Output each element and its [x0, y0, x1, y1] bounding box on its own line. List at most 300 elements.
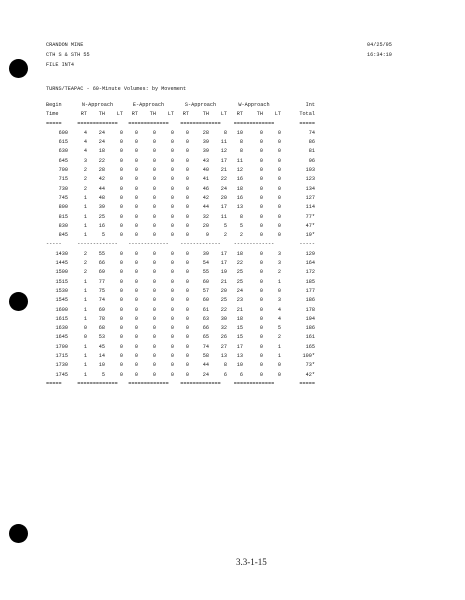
volume-cell: 65 [202, 334, 209, 341]
volume-cell: 0 [277, 222, 281, 229]
volume-cell: 0 [259, 222, 263, 229]
volume-cell: 0 [152, 269, 156, 276]
volume-cell: 0 [277, 167, 281, 174]
volume-cell: 0 [134, 185, 138, 192]
volume-cell: 0 [259, 334, 263, 341]
volume-cell: 0 [170, 353, 174, 360]
total-cell: 185 [305, 278, 315, 285]
volume-cell: 2 [83, 269, 87, 276]
dash-row [46, 240, 315, 249]
volume-cell: 0 [119, 157, 123, 164]
volume-cell: 0 [152, 278, 156, 285]
table-row [46, 231, 315, 240]
volume-cell: 0 [259, 213, 263, 220]
volume-cell: 18 [236, 315, 243, 322]
volume-cell: 0 [259, 167, 263, 174]
volume-cell: 0 [152, 297, 156, 304]
volume-cell: 0 [277, 176, 281, 183]
volume-cell: 0 [259, 306, 263, 313]
volume-cell: 3 [83, 157, 87, 164]
volume-cell: 0 [170, 278, 174, 285]
time-cell: 700 [58, 167, 68, 174]
volume-table [46, 101, 315, 389]
table-row [46, 213, 315, 222]
volume-cell: 0 [134, 250, 138, 257]
volume-cell: 16 [236, 194, 243, 201]
volume-cell: 0 [170, 176, 174, 183]
volume-cell: 0 [152, 157, 156, 164]
volume-cell: 44 [202, 204, 209, 211]
volume-cell: 0 [134, 334, 138, 341]
volume-cell: 0 [185, 325, 189, 332]
total-cell: 165 [305, 343, 315, 350]
volume-cell: 28 [98, 167, 105, 174]
volume-cell: 0 [119, 213, 123, 220]
volume-cell: 30 [220, 315, 227, 322]
rule-row-bottom [46, 380, 315, 389]
volume-cell: 3 [277, 260, 281, 267]
volume-cell: 0 [277, 213, 281, 220]
volume-cell: 0 [134, 129, 138, 136]
table-row [46, 343, 315, 352]
dash-total: ----- [299, 241, 315, 248]
volume-cell: 0 [277, 371, 281, 378]
volume-cell: 44 [202, 362, 209, 369]
binder-hole-top [9, 59, 28, 78]
dash-north: ------------- [77, 241, 118, 248]
volume-cell: 2 [83, 167, 87, 174]
volume-cell: 1 [83, 222, 87, 229]
table-row [46, 361, 315, 370]
volume-cell: 0 [134, 176, 138, 183]
volume-cell: 0 [119, 222, 123, 229]
volume-cell: 58 [202, 353, 209, 360]
volume-cell: 0 [134, 353, 138, 360]
volume-cell: 0 [277, 232, 281, 239]
total-cell: 186 [305, 297, 315, 304]
col-e-rt: RT [131, 111, 138, 118]
time-cell: 615 [58, 139, 68, 146]
volume-cell: 0 [134, 325, 138, 332]
volume-cell: 0 [259, 362, 263, 369]
rule-west: ============= [233, 120, 275, 127]
volume-cell: 48 [98, 194, 105, 201]
total-cell: 77* [305, 213, 315, 220]
total-cell: 86 [308, 139, 315, 146]
volume-cell: 0 [119, 232, 123, 239]
volume-cell: 0 [152, 306, 156, 313]
volume-cell: 1 [83, 306, 87, 313]
report-title: TURNS/TEAPAC - 60-Minute Volumes: by Movement [46, 86, 187, 92]
volume-cell: 0 [119, 353, 123, 360]
total-cell: 194 [305, 315, 315, 322]
volume-cell: 0 [185, 287, 189, 294]
volume-cell: 0 [277, 157, 281, 164]
volume-cell: 0 [119, 269, 123, 276]
volume-cell: 1 [83, 343, 87, 350]
volume-cell: 0 [259, 148, 263, 155]
table-row [46, 315, 315, 324]
table-row [46, 278, 315, 287]
volume-cell: 3 [277, 250, 281, 257]
volume-cell: 0 [152, 222, 156, 229]
volume-cell: 22 [236, 260, 243, 267]
volume-cell: 0 [152, 129, 156, 136]
volume-cell: 39 [202, 250, 209, 257]
volume-cell: 0 [152, 213, 156, 220]
rule-time: ===== [46, 120, 62, 127]
table-row [46, 333, 315, 342]
volume-cell: 0 [134, 269, 138, 276]
rule-total: ===== [299, 120, 315, 127]
volume-cell: 0 [152, 232, 156, 239]
group-header-row [46, 101, 315, 110]
volume-cell: 1 [83, 371, 87, 378]
volume-cell: 0 [170, 343, 174, 350]
volume-cell: 0 [185, 204, 189, 211]
volume-cell: 44 [98, 185, 105, 192]
col-group-east: E-Approach [132, 102, 165, 108]
total-cell: 123 [305, 176, 315, 183]
col-n-rt: RT [80, 111, 87, 118]
volume-cell: 1 [83, 297, 87, 304]
rule-east: ============= [128, 120, 169, 127]
volume-cell: 22 [220, 306, 227, 313]
volume-cell: 32 [220, 325, 227, 332]
volume-cell: 0 [259, 260, 263, 267]
volume-cell: 0 [134, 362, 138, 369]
volume-cell: 0 [259, 278, 263, 285]
volume-cell: 0 [259, 194, 263, 201]
rule-row [46, 120, 315, 129]
volume-cell: 60 [202, 278, 209, 285]
volume-cell: 0 [152, 325, 156, 332]
time-cell: 830 [58, 222, 68, 229]
volume-cell: 4 [277, 306, 281, 313]
volume-cell: 0 [185, 306, 189, 313]
volume-cell: 40 [202, 167, 209, 174]
volume-cell: 0 [152, 194, 156, 201]
volume-cell: 0 [152, 148, 156, 155]
time-cell: 600 [58, 129, 68, 136]
volume-cell: 0 [170, 194, 174, 201]
volume-cell: 18 [236, 250, 243, 257]
total-cell: 186 [305, 325, 315, 332]
volume-cell: 0 [277, 204, 281, 211]
volume-cell: 0 [259, 353, 263, 360]
volume-cell: 69 [98, 306, 105, 313]
volume-cell: 17 [220, 204, 227, 211]
volume-cell: 43 [202, 157, 209, 164]
volume-cell: 0 [170, 371, 174, 378]
time-cell: 800 [58, 204, 68, 211]
volume-cell: 0 [259, 129, 263, 136]
table-row [46, 222, 315, 231]
volume-cell: 42 [202, 194, 209, 201]
table-row [46, 157, 315, 166]
volume-cell: 0 [185, 129, 189, 136]
volume-cell: 0 [185, 371, 189, 378]
volume-cell: 28 [202, 129, 209, 136]
time-cell: 815 [58, 213, 68, 220]
volume-cell: 0 [185, 176, 189, 183]
volume-cell: 0 [277, 362, 281, 369]
time-cell: 1515 [55, 278, 68, 285]
time-cell: 745 [58, 194, 68, 201]
volume-cell: 0 [185, 278, 189, 285]
volume-cell: 2 [83, 185, 87, 192]
total-cell: 81 [308, 148, 315, 155]
volume-cell: 8 [239, 213, 243, 220]
volume-cell: 45 [98, 343, 105, 350]
volume-cell: 0 [277, 129, 281, 136]
volume-cell: 24 [98, 129, 105, 136]
volume-cell: 27 [220, 343, 227, 350]
col-s-lt: LT [220, 111, 227, 118]
col-s-th: TH [202, 111, 209, 118]
volume-cell: 0 [185, 222, 189, 229]
volume-cell: 12 [236, 167, 243, 174]
volume-cell: 0 [170, 232, 174, 239]
rule-time: ===== [46, 380, 62, 387]
column-header-row [46, 110, 315, 119]
volume-cell: 0 [170, 334, 174, 341]
volume-cell: 0 [170, 157, 174, 164]
volume-cell: 8 [223, 362, 227, 369]
volume-cell: 0 [134, 194, 138, 201]
total-cell: 178 [305, 306, 315, 313]
volume-cell: 0 [119, 250, 123, 257]
total-cell: 100* [302, 353, 315, 360]
volume-cell: 24 [202, 371, 209, 378]
volume-cell: 0 [134, 232, 138, 239]
volume-cell: 4 [277, 315, 281, 322]
volume-cell: 5 [223, 222, 227, 229]
volume-cell: 0 [134, 260, 138, 267]
time-cell: 1530 [55, 287, 68, 294]
col-w-lt: LT [274, 111, 281, 118]
volume-cell: 0 [119, 278, 123, 285]
volume-cell: 0 [185, 297, 189, 304]
volume-cell: 0 [119, 194, 123, 201]
page-number: 3.3-1-15 [236, 557, 267, 567]
col-s-rt: RT [182, 111, 189, 118]
volume-cell: 0 [185, 232, 189, 239]
volume-cell: 13 [236, 204, 243, 211]
volume-cell: 16 [236, 176, 243, 183]
volume-cell: 74 [202, 343, 209, 350]
header-intersection: CTH S & STH 55 [46, 52, 90, 58]
volume-cell: 66 [98, 260, 105, 267]
total-cell: 73* [305, 362, 315, 369]
volume-cell: 12 [220, 148, 227, 155]
volume-cell: 0 [134, 139, 138, 146]
volume-cell: 42 [98, 176, 105, 183]
volume-cell: 17 [220, 260, 227, 267]
volume-cell: 0 [134, 157, 138, 164]
volume-cell: 21 [220, 167, 227, 174]
volume-cell: 78 [98, 315, 105, 322]
volume-cell: 0 [152, 315, 156, 322]
volume-cell: 0 [170, 362, 174, 369]
volume-cell: 39 [98, 204, 105, 211]
header-time: 16:34:10 [367, 52, 392, 58]
volume-cell: 4 [83, 129, 87, 136]
total-cell: 47* [305, 222, 315, 229]
volume-cell: 13 [236, 353, 243, 360]
dash-south: ------------- [180, 241, 221, 248]
volume-cell: 68 [98, 325, 105, 332]
volume-cell: 0 [119, 371, 123, 378]
table-row [46, 185, 315, 194]
table-row [46, 147, 315, 156]
volume-cell: 0 [185, 334, 189, 341]
volume-cell: 0 [119, 306, 123, 313]
volume-cell: 0 [170, 148, 174, 155]
col-group-begin: Begin [46, 102, 62, 108]
volume-cell: 0 [170, 315, 174, 322]
col-n-th: TH [98, 111, 105, 118]
total-cell: 164 [305, 260, 315, 267]
time-cell: 1500 [55, 269, 68, 276]
volume-cell: 32 [202, 213, 209, 220]
morning-section [46, 129, 315, 241]
afternoon-section [46, 250, 315, 380]
volume-cell: 57 [202, 287, 209, 294]
table-row [46, 175, 315, 184]
volume-cell: 39 [202, 139, 209, 146]
volume-cell: 2 [223, 232, 227, 239]
volume-cell: 1 [277, 278, 281, 285]
volume-cell: 0 [83, 325, 87, 332]
time-cell: 1445 [55, 260, 68, 267]
volume-cell: 0 [259, 157, 263, 164]
volume-cell: 0 [170, 185, 174, 192]
volume-cell: 22 [220, 176, 227, 183]
volume-cell: 0 [119, 185, 123, 192]
volume-cell: 1 [83, 194, 87, 201]
volume-cell: 41 [202, 176, 209, 183]
volume-cell: 0 [185, 148, 189, 155]
col-group-int: Int [305, 102, 315, 108]
volume-cell: 0 [152, 167, 156, 174]
col-w-th: TH [256, 111, 263, 118]
volume-cell: 0 [152, 287, 156, 294]
volume-cell: 0 [170, 287, 174, 294]
volume-cell: 0 [185, 269, 189, 276]
col-group-north: N-Approach [81, 102, 114, 108]
rule-south: ============= [180, 380, 221, 387]
total-cell: 161 [305, 334, 315, 341]
volume-cell: 0 [152, 343, 156, 350]
volume-cell: 23 [236, 297, 243, 304]
volume-cell: 0 [185, 194, 189, 201]
time-cell: 630 [58, 148, 68, 155]
volume-cell: 16 [98, 222, 105, 229]
table-row [46, 371, 315, 380]
col-w-rt: RT [236, 111, 243, 118]
volume-cell: 10 [98, 362, 105, 369]
volume-cell: 17 [220, 250, 227, 257]
volume-cell: 14 [98, 353, 105, 360]
volume-cell: 24 [98, 139, 105, 146]
volume-cell: 4 [83, 139, 87, 146]
volume-cell: 11 [220, 139, 227, 146]
volume-cell: 0 [152, 260, 156, 267]
volume-cell: 0 [185, 353, 189, 360]
volume-cell: 15 [236, 325, 243, 332]
table-row [46, 287, 315, 296]
volume-cell: 54 [202, 260, 209, 267]
total-cell: 134 [305, 185, 315, 192]
time-cell: 1600 [55, 306, 68, 313]
volume-cell: 0 [152, 139, 156, 146]
volume-cell: 0 [119, 325, 123, 332]
volume-cell: 0 [134, 278, 138, 285]
volume-cell: 1 [277, 343, 281, 350]
volume-cell: 0 [119, 204, 123, 211]
volume-cell: 17 [236, 343, 243, 350]
volume-cell: 20 [220, 287, 227, 294]
volume-cell: 0 [170, 213, 174, 220]
volume-cell: 0 [152, 334, 156, 341]
volume-cell: 0 [134, 297, 138, 304]
time-cell: 1700 [55, 343, 68, 350]
table-row [46, 166, 315, 175]
col-time: Time [46, 111, 59, 118]
volume-cell: 0 [134, 306, 138, 313]
table-row [46, 203, 315, 212]
volume-cell: 2 [83, 260, 87, 267]
volume-cell: 0 [259, 297, 263, 304]
volume-cell: 61 [202, 306, 209, 313]
volume-cell: 77 [98, 278, 105, 285]
total-cell: 127 [305, 194, 315, 201]
volume-cell: 0 [83, 334, 87, 341]
volume-cell: 11 [220, 213, 227, 220]
table-row [46, 259, 315, 268]
table-row [46, 138, 315, 147]
volume-cell: 5 [101, 371, 105, 378]
table-row [46, 306, 315, 315]
total-cell: 172 [305, 269, 315, 276]
time-cell: 1630 [55, 325, 68, 332]
volume-cell: 10 [236, 362, 243, 369]
volume-cell: 0 [119, 334, 123, 341]
time-cell: 1645 [55, 334, 68, 341]
total-cell: 42* [305, 371, 315, 378]
time-cell: 1545 [55, 297, 68, 304]
volume-cell: 63 [202, 315, 209, 322]
volume-cell: 0 [152, 176, 156, 183]
volume-cell: 4 [83, 148, 87, 155]
volume-cell: 21 [220, 278, 227, 285]
volume-cell: 5 [239, 222, 243, 229]
volume-cell: 2 [239, 232, 243, 239]
volume-cell: 0 [185, 139, 189, 146]
time-cell: 1745 [55, 371, 68, 378]
volume-cell: 0 [277, 139, 281, 146]
volume-cell: 0 [119, 260, 123, 267]
volume-cell: 0 [152, 185, 156, 192]
time-cell: 645 [58, 157, 68, 164]
volume-cell: 0 [259, 371, 263, 378]
volume-cell: 0 [134, 148, 138, 155]
dash-east: ------------- [128, 241, 169, 248]
volume-cell: 0 [152, 250, 156, 257]
volume-cell: 0 [152, 371, 156, 378]
total-cell: 96 [308, 157, 315, 164]
